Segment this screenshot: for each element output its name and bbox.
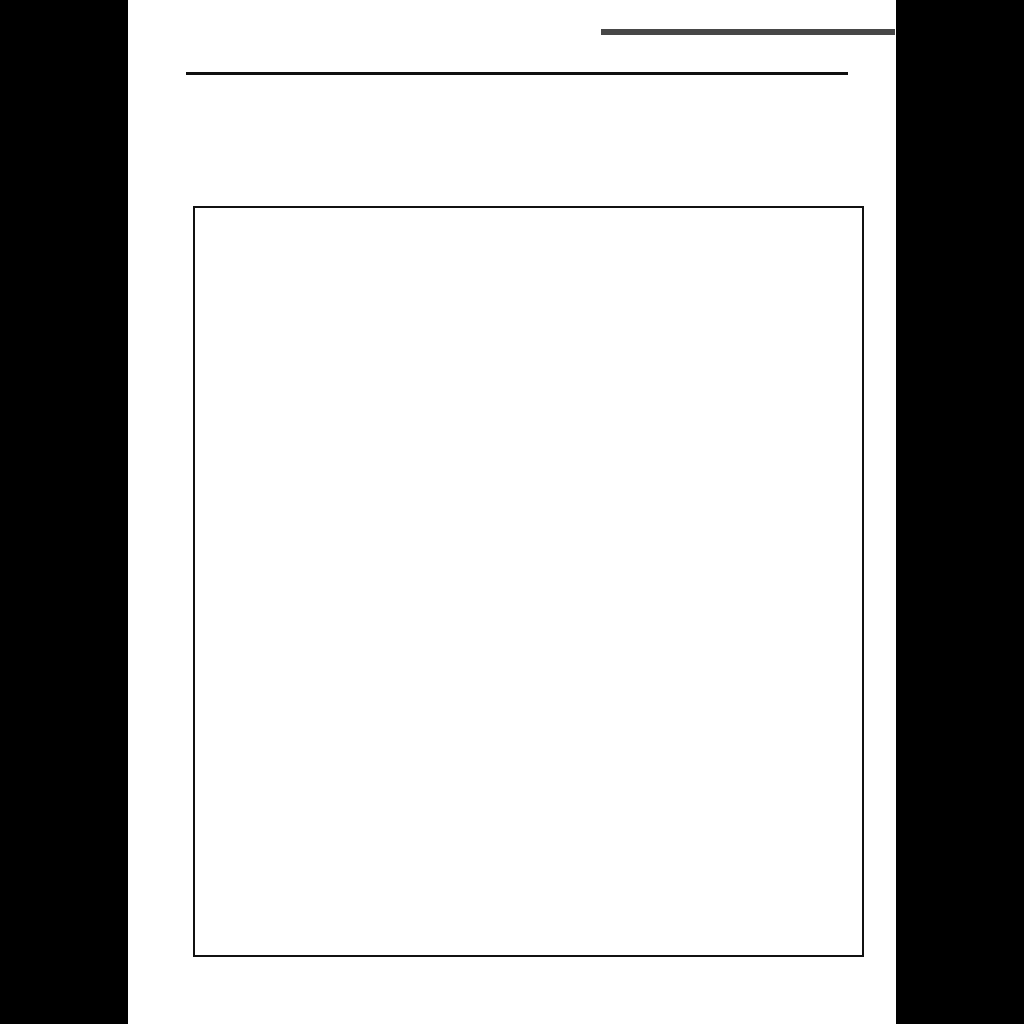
packing-units-column-header bbox=[198, 140, 238, 198]
scan-artifact-strip bbox=[601, 29, 895, 35]
pieces-table bbox=[193, 206, 864, 957]
page-title bbox=[186, 44, 200, 70]
page-title-text bbox=[186, 44, 200, 70]
title-underline bbox=[186, 72, 848, 75]
